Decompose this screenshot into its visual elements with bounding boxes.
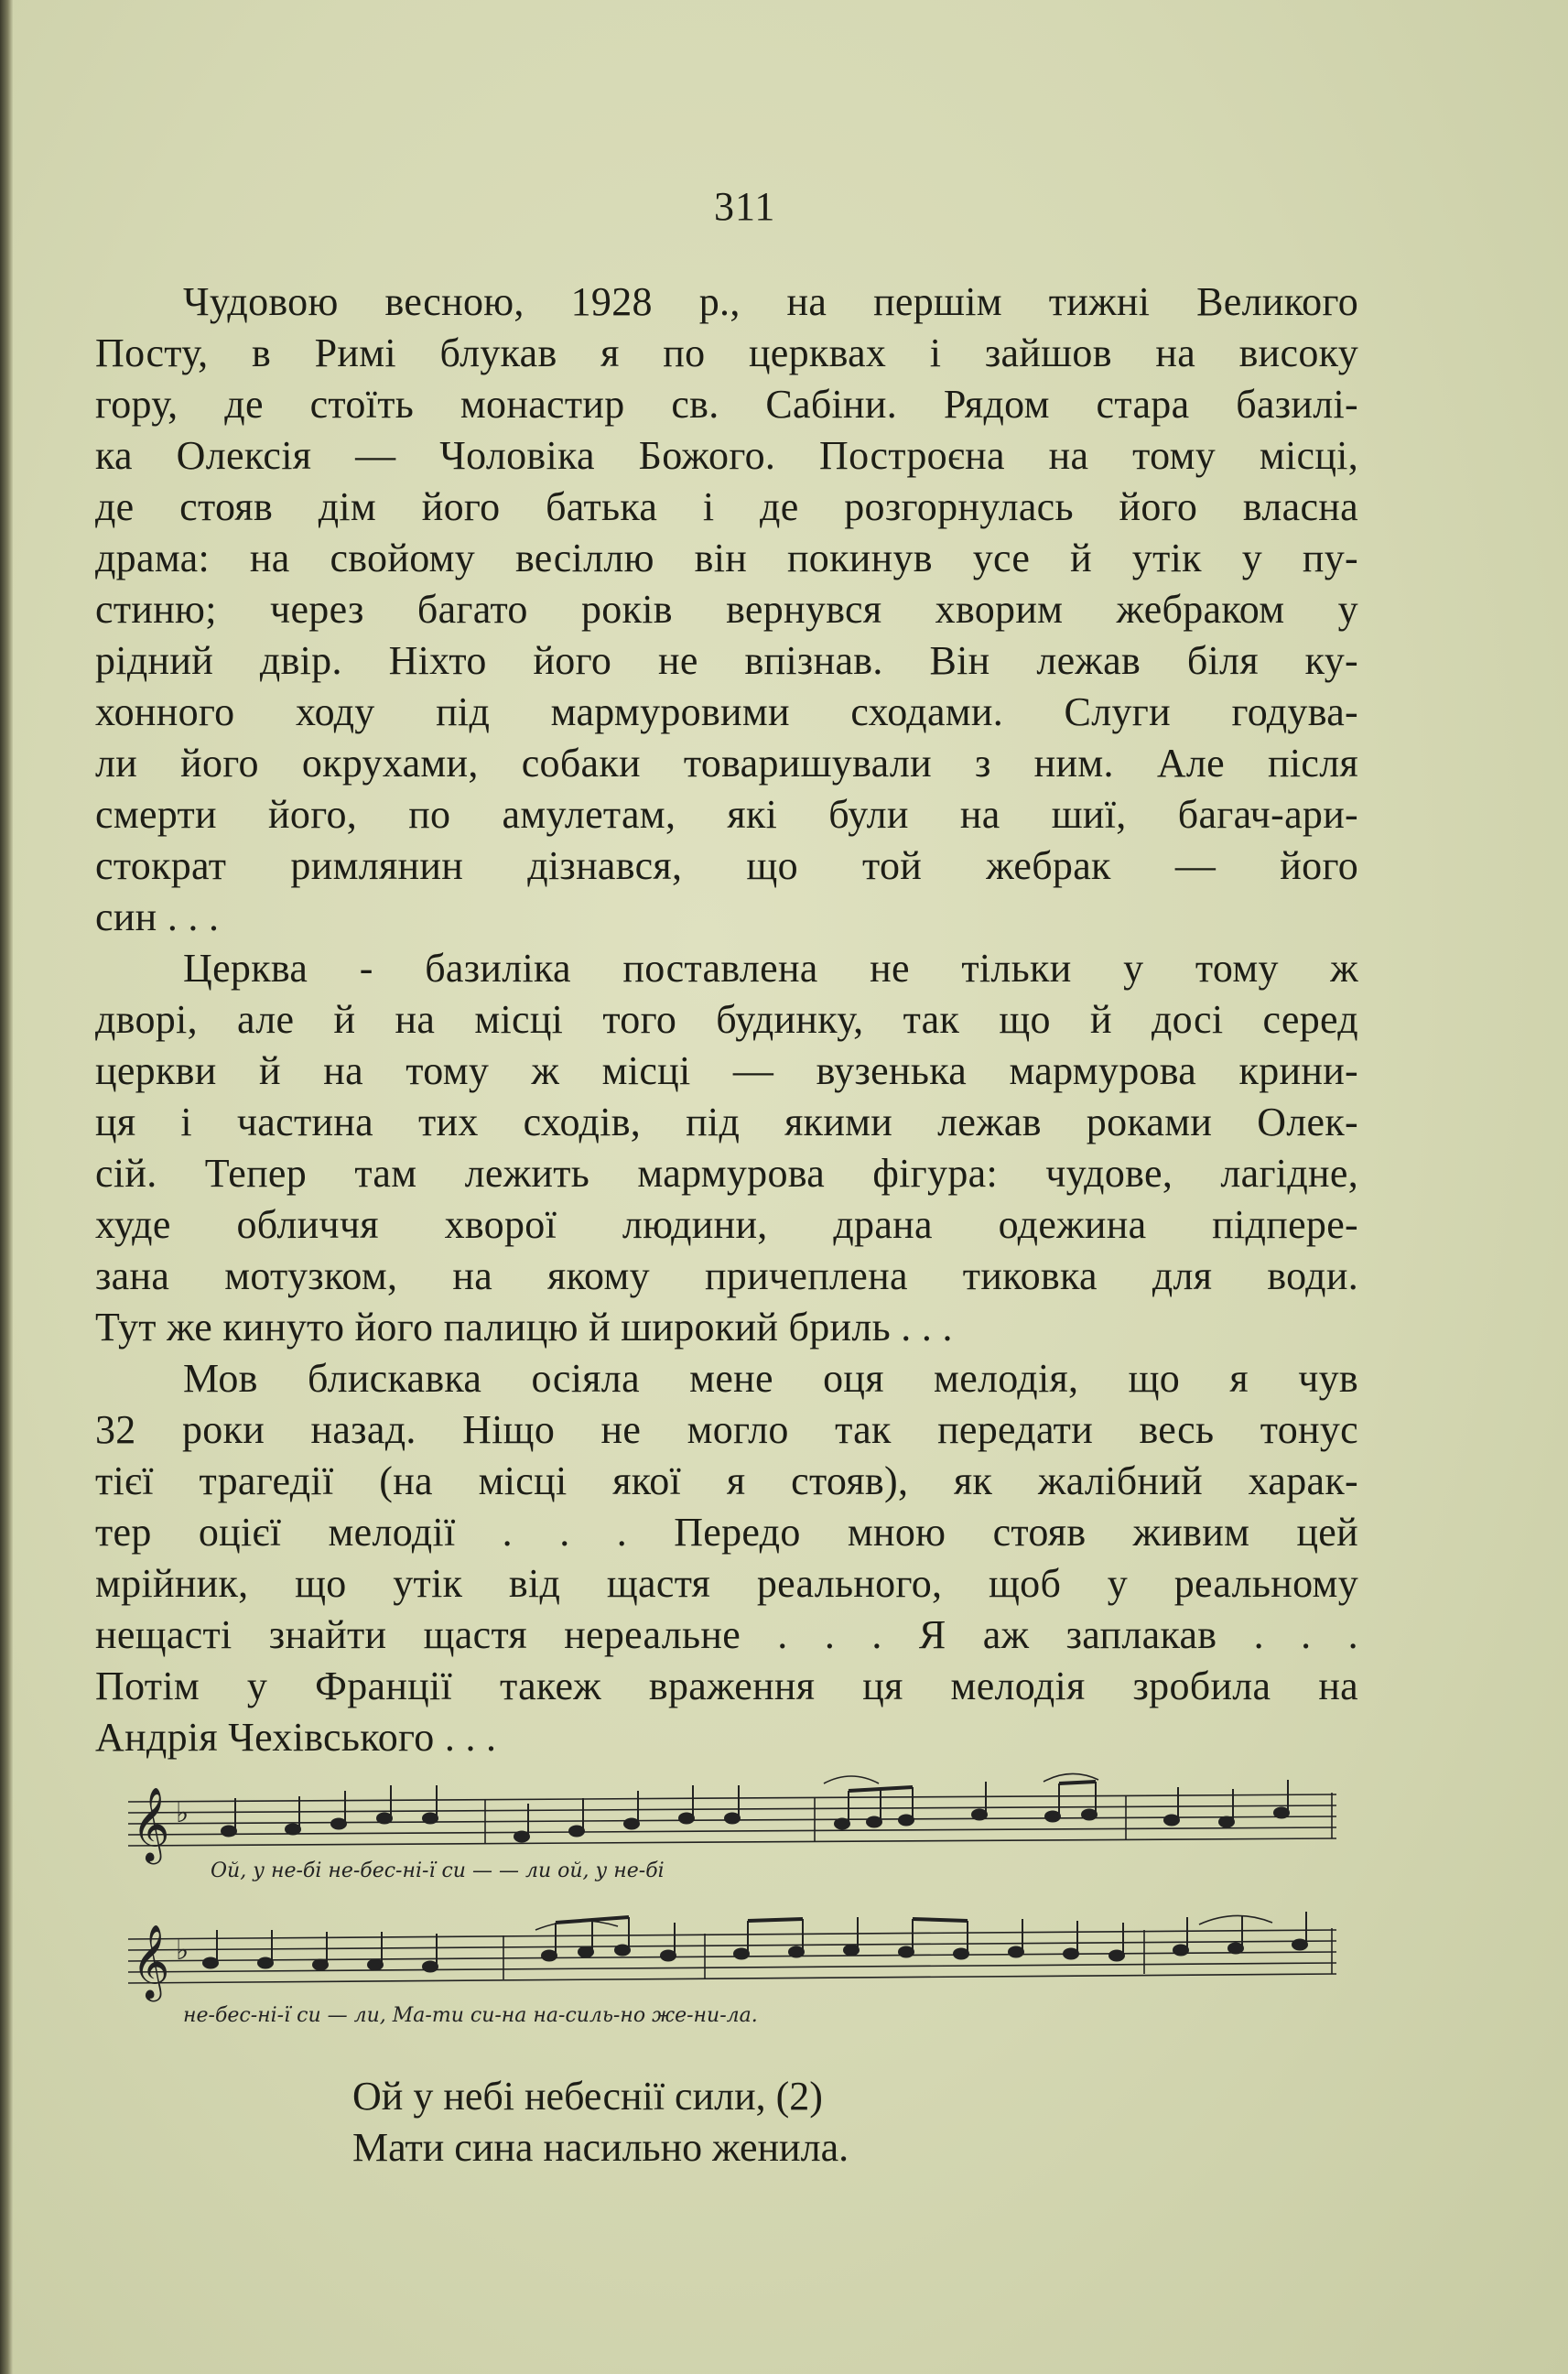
- text-line: церкви й на тому ж місці — вузенька мармурова крини-: [95, 1048, 1358, 1093]
- text-line: Посту, в Римі блукав я по церквах і зайшов на високу: [95, 331, 1358, 375]
- text-line: стократ римлянин дізнався, що той жебрак — його: [95, 843, 1358, 888]
- text-line: зана мотузком, на якому причеплена тиковка для води.: [95, 1253, 1358, 1298]
- text-line: тієї трагедії (на місці якої я стояв), як жалібний харак-: [95, 1458, 1358, 1503]
- text-line: Церква - базиліка поставлена не тільки у тому ж: [183, 946, 1358, 991]
- text-line: ли його окрухами, собаки товаришували з ним. Але після: [95, 741, 1358, 786]
- text-line: драма: на свойому весіллю він покинув усе й утік у пу-: [95, 536, 1358, 580]
- music-staff-svg: [119, 1756, 1346, 2049]
- text-line: гору, де стоїть монастир св. Сабіни. Рядом стара базилі-: [95, 382, 1358, 427]
- text-line: Тут же кинуто його палицю й широкий бриль . . .: [95, 1305, 953, 1350]
- text-line: хонного ходу під мармуровими сходами. Слуги годува-: [95, 689, 1358, 734]
- page-number: 311: [714, 184, 776, 229]
- text-line: Мов блискавка осіяла мене оця мелодія, що я чув: [183, 1356, 1358, 1401]
- text-line: син . . .: [95, 894, 220, 939]
- text-line: рідний двір. Ніхто його не впізнав. Він лежав біля ку-: [95, 638, 1358, 683]
- text-line: Потім у Франції такеж враження ця мелодія зробила на: [95, 1664, 1358, 1708]
- svg-text:𝄞: 𝄞: [132, 1924, 170, 1999]
- text-line: ця і частина тих сходів, під якими лежав роками Олек-: [95, 1100, 1358, 1144]
- text-line: 32 роки назад. Ніщо не могло так передати весь тонус: [95, 1407, 1358, 1452]
- music-notation: [119, 1756, 1346, 2049]
- text-line: нещасті знайти щастя нереальне . . . Я аж заплакав . . .: [95, 1612, 1358, 1657]
- text-line: стиню; через багато років вернувся хворим жебраком у: [95, 587, 1358, 632]
- text-line: сій. Тепер там лежить мармурова фігура: чудове, лагідне,: [95, 1151, 1358, 1196]
- text-line: тер оцієї мелодії . . . Передо мною стояв живим цей: [95, 1510, 1358, 1555]
- svg-text:♭: ♭: [176, 1935, 189, 1967]
- text-line: Андрія Чехівського . . .: [95, 1715, 497, 1760]
- text-line: Чудовою весною, 1928 р., на першім тижні Великого: [183, 279, 1358, 324]
- text-line: худе обличчя хворої людини, драна одежина підпере-: [95, 1202, 1358, 1247]
- svg-text:♭: ♭: [176, 1797, 189, 1829]
- verse-line-1: Ой у небі небеснії сили, (2): [352, 2074, 823, 2119]
- music-lyrics-line-2: не-бес-ні-ї си — ли, Ма-ти си-на на-силь-но же-ни-ла.: [183, 2004, 758, 2027]
- text-line: де стояв дім його батька і де розгорнулась його власна: [95, 484, 1358, 529]
- svg-text:𝄞: 𝄞: [132, 1786, 170, 1861]
- text-line: смерти його, по амулетам, які були на шиї, багач-ари-: [95, 792, 1358, 837]
- book-spine-edge: [0, 0, 13, 2374]
- text-line: дворі, але й на місці того будинку, так що й досі серед: [95, 997, 1358, 1042]
- text-line: мрійник, що утік від щастя реального, щоб у реальному: [95, 1561, 1358, 1606]
- verse-line-2: Мати сина насильно женила.: [352, 2125, 849, 2170]
- text-line: ка Олексія — Чоловіка Божого. Построєна на тому місці,: [95, 433, 1358, 478]
- music-lyrics-line-1: Ой, у не-бі не-бес-ні-ї си — — ли ой, у не-бі: [211, 1859, 665, 1882]
